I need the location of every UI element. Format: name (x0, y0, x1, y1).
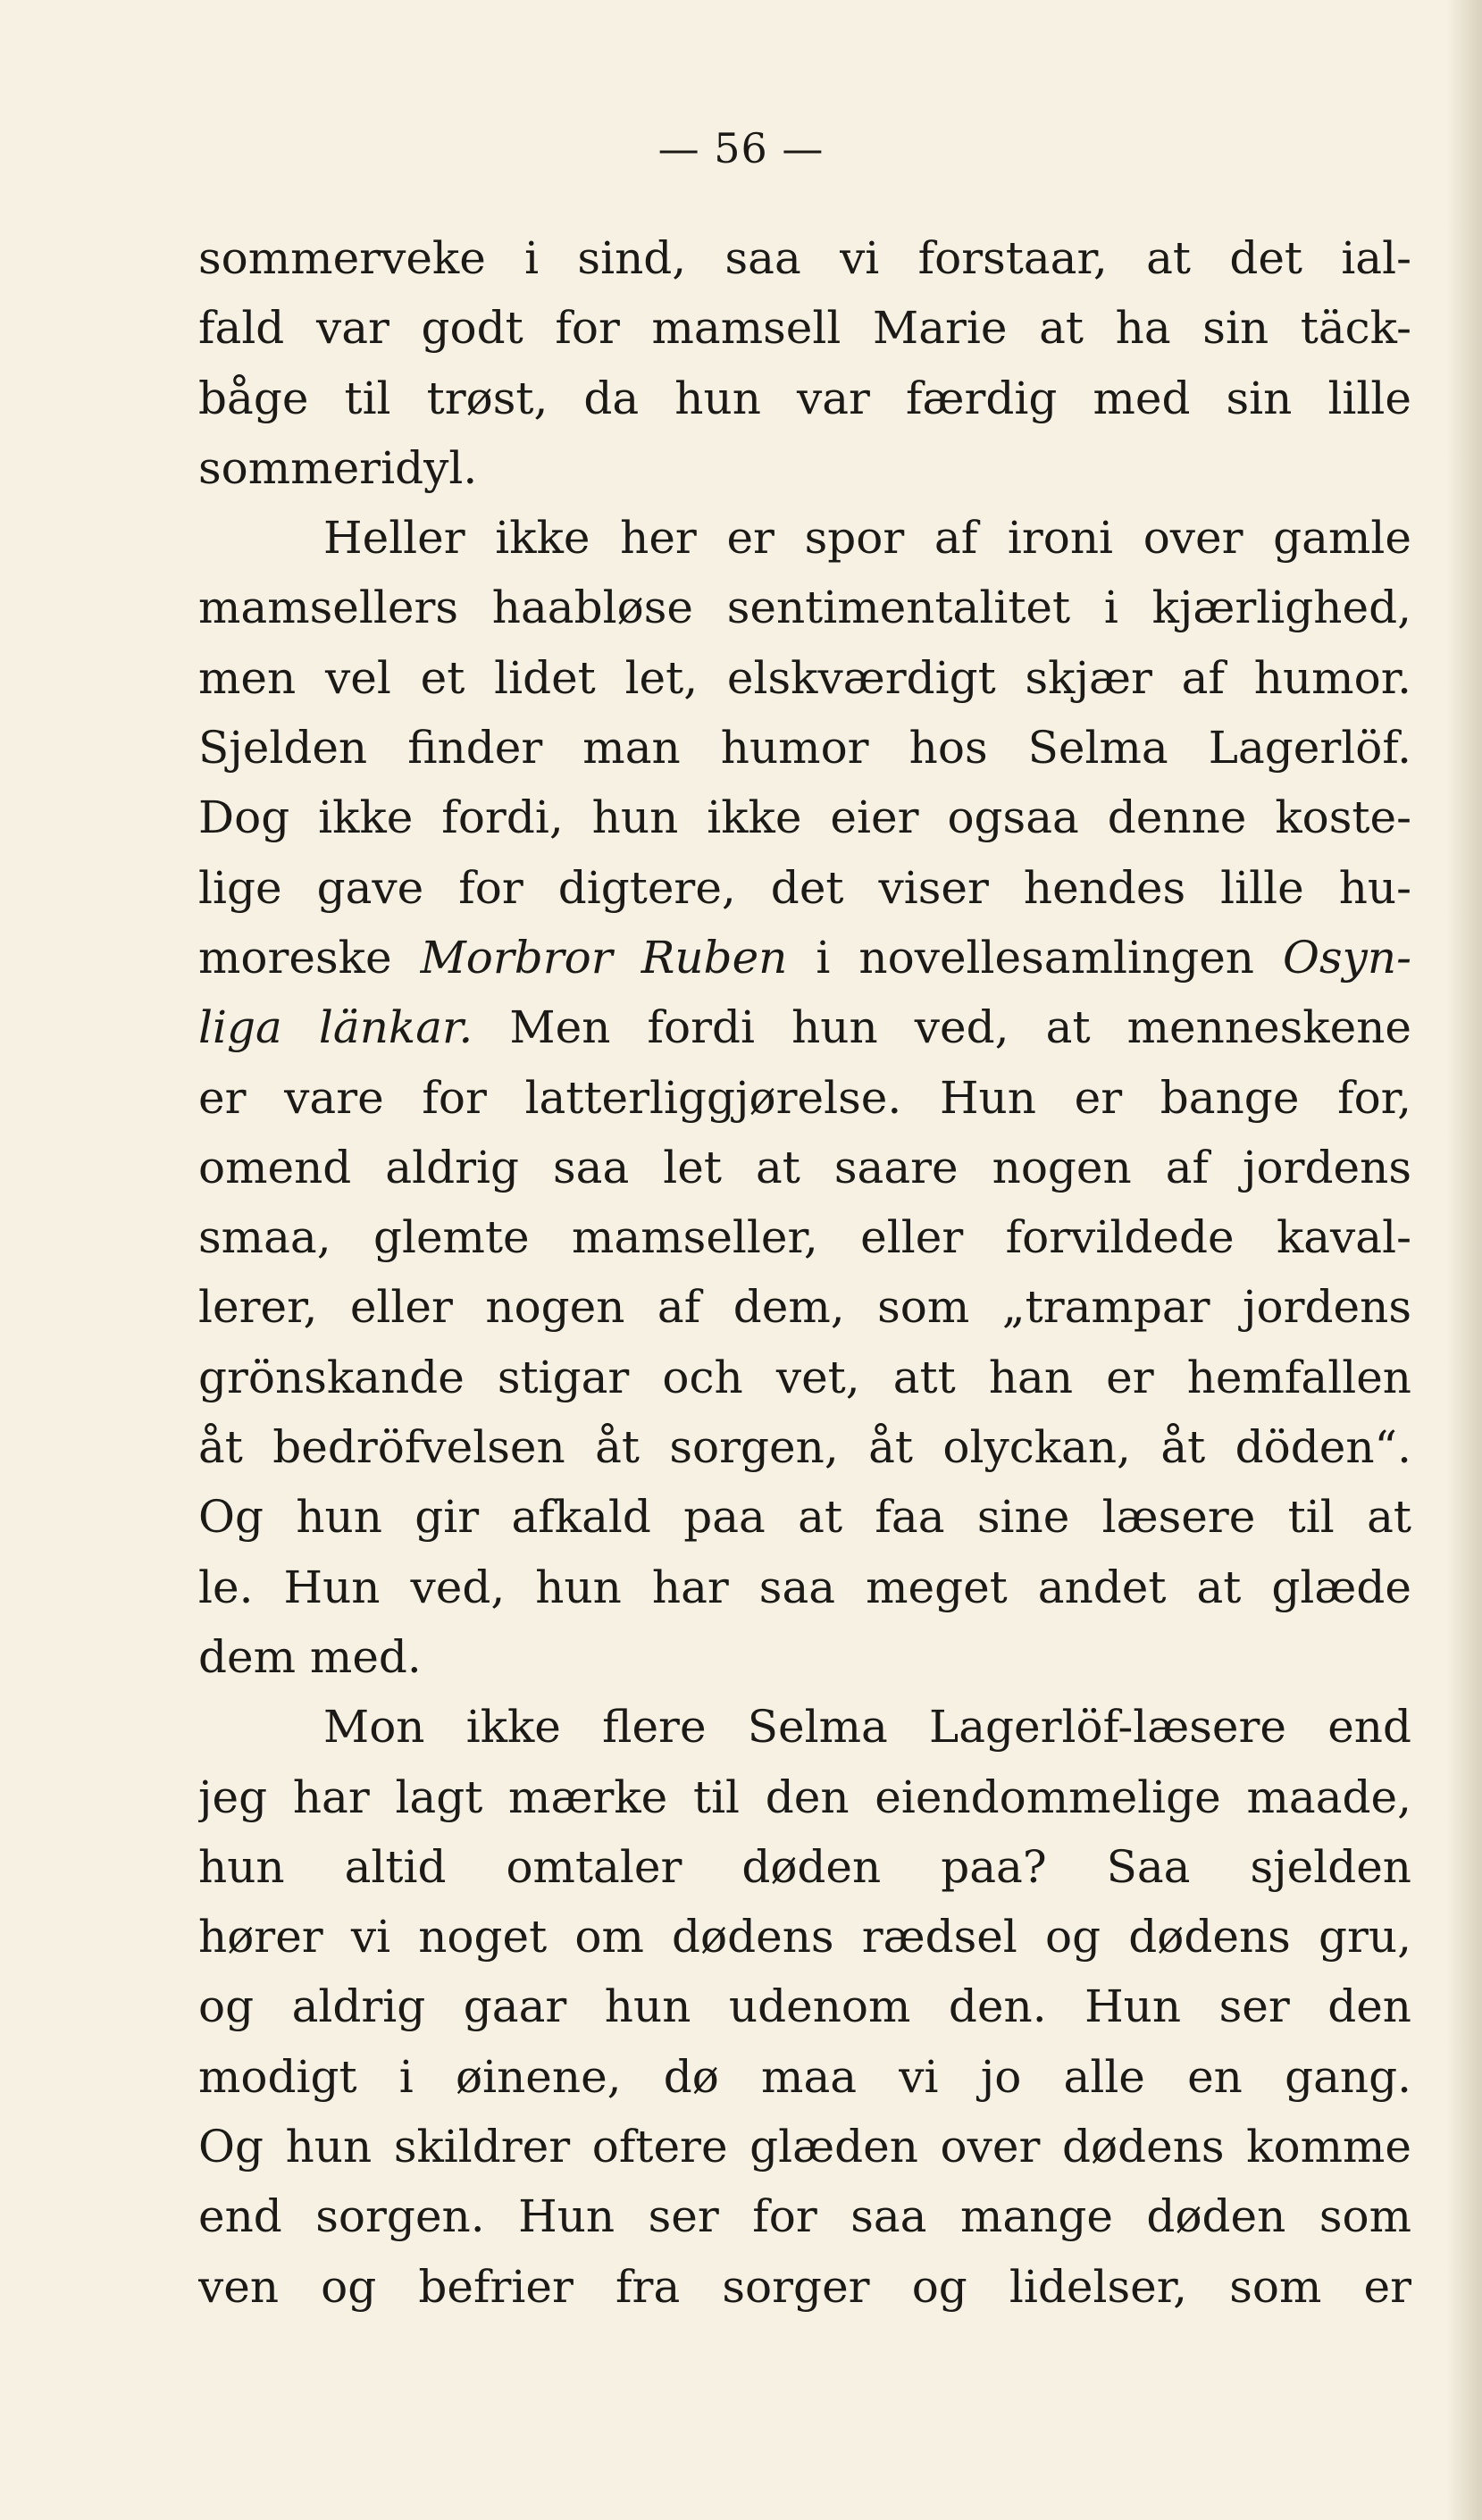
text-segment: Sjelden finder man humor hos Selma Lagerlöf. (198, 722, 1411, 774)
text-segment: og aldrig gaar hun udenom den. Hun ser den (198, 1980, 1411, 2033)
text-segment: omend aldrig saa let at saare nogen af jordens (198, 1141, 1411, 1193)
text-line (198, 992, 1411, 1062)
text-line (198, 643, 1411, 713)
text-line (198, 573, 1411, 642)
text-line (198, 223, 1411, 293)
text-segment: Heller ikke her er spor af ironi over gamle (323, 512, 1411, 565)
text-line (198, 1832, 1411, 1902)
text-line (198, 293, 1411, 363)
text-segment: i novellesamlingen (787, 931, 1284, 984)
text-segment: sommerveke i sind, saa vi forstaar, at det ial- (198, 232, 1411, 284)
text-segment: end sorgen. Hun ser for saa mange døden som (198, 2190, 1411, 2243)
text-line (198, 1972, 1411, 2041)
text-segment: Dog ikke fordi, hun ikke eier ogsaa denne koste- (198, 791, 1411, 844)
text-segment: smaa, glemte mamseller, eller forvildede kaval- (198, 1211, 1411, 1264)
text-line (198, 1063, 1411, 1133)
text-line (198, 1902, 1411, 1972)
italic-title: Osyn- (1283, 931, 1411, 984)
text-segment: jeg har lagt mærke til den eiendommelige maade, (198, 1771, 1411, 1823)
text-line (198, 1412, 1411, 1482)
text-line (198, 2181, 1411, 2251)
text-segment: ven og befrier fra sorger og lidelser, som er (198, 2260, 1411, 2313)
text-line (198, 1133, 1411, 1202)
text-segment: åt bedröfvelsen åt sorgen, åt olyckan, åt döden“. (198, 1421, 1411, 1474)
text-segment: hun altid omtaler døden paa? Saa sjelden (198, 1840, 1411, 1893)
text-line (198, 1202, 1411, 1272)
text-segment: båge til trøst, da hun var færdig med sin lille (198, 372, 1411, 424)
text-line (198, 1343, 1411, 1412)
text-line (198, 433, 1411, 503)
text-segment: mamsellers haabløse sentimentalitet i kjærlighed, (198, 582, 1411, 634)
text-segment: lerer, eller nogen af dem, som „trampar jordens (198, 1281, 1411, 1334)
text-line (198, 783, 1411, 852)
text-segment: Og hun gir afkald paa at faa sine læsere til at (198, 1491, 1411, 1544)
text-segment: fald var godt for mamsell Marie at ha sin täck- (198, 302, 1411, 355)
text-segment: sommeridyl. (198, 441, 478, 494)
text-segment: lige gave for digtere, det viser hendes lille hu- (198, 861, 1411, 914)
page-number: — 56 — (657, 124, 825, 172)
text-segment: dem med. (198, 1630, 422, 1683)
page-edge-shadow (1446, 0, 1482, 2520)
text-line (198, 364, 1411, 433)
text-line (198, 1762, 1411, 1832)
text-line (198, 503, 1411, 573)
text-line (198, 923, 1411, 992)
text-line (198, 2252, 1411, 2322)
body-text (198, 223, 1411, 2322)
text-line (198, 853, 1411, 923)
text-segment: Mon ikke flere Selma Lagerlöf-læsere end (323, 1701, 1411, 1754)
text-segment: Men fordi hun ved, at menneskene (473, 1001, 1411, 1054)
italic-title: liga länkar. (198, 1001, 473, 1054)
text-segment: le. Hun ved, hun har saa meget andet at glæde (198, 1561, 1411, 1613)
text-line (198, 2112, 1411, 2181)
text-line (198, 2042, 1411, 2112)
text-segment: er vare for latterliggjørelse. Hun er bange for, (198, 1071, 1411, 1124)
text-segment: moreske (198, 931, 421, 984)
text-segment: hører vi noget om dødens rædsel og dødens gru, (198, 1911, 1411, 1963)
text-line (198, 1482, 1411, 1552)
text-line (198, 1622, 1411, 1692)
text-line (198, 1272, 1411, 1342)
text-line (198, 1553, 1411, 1622)
text-segment: Og hun skildrer oftere glæden over dødens komme (198, 2121, 1411, 2173)
italic-title: Morbror Ruben (420, 931, 788, 984)
text-segment: grönskande stigar och vet, att han er hemfallen (198, 1351, 1411, 1403)
text-segment: modigt i øinene, dø maa vi jo alle en gang. (198, 2050, 1411, 2103)
text-line (198, 1692, 1411, 1762)
text-line (198, 713, 1411, 783)
text-segment: men vel et lidet let, elskværdigt skjær af humor. (198, 651, 1411, 704)
